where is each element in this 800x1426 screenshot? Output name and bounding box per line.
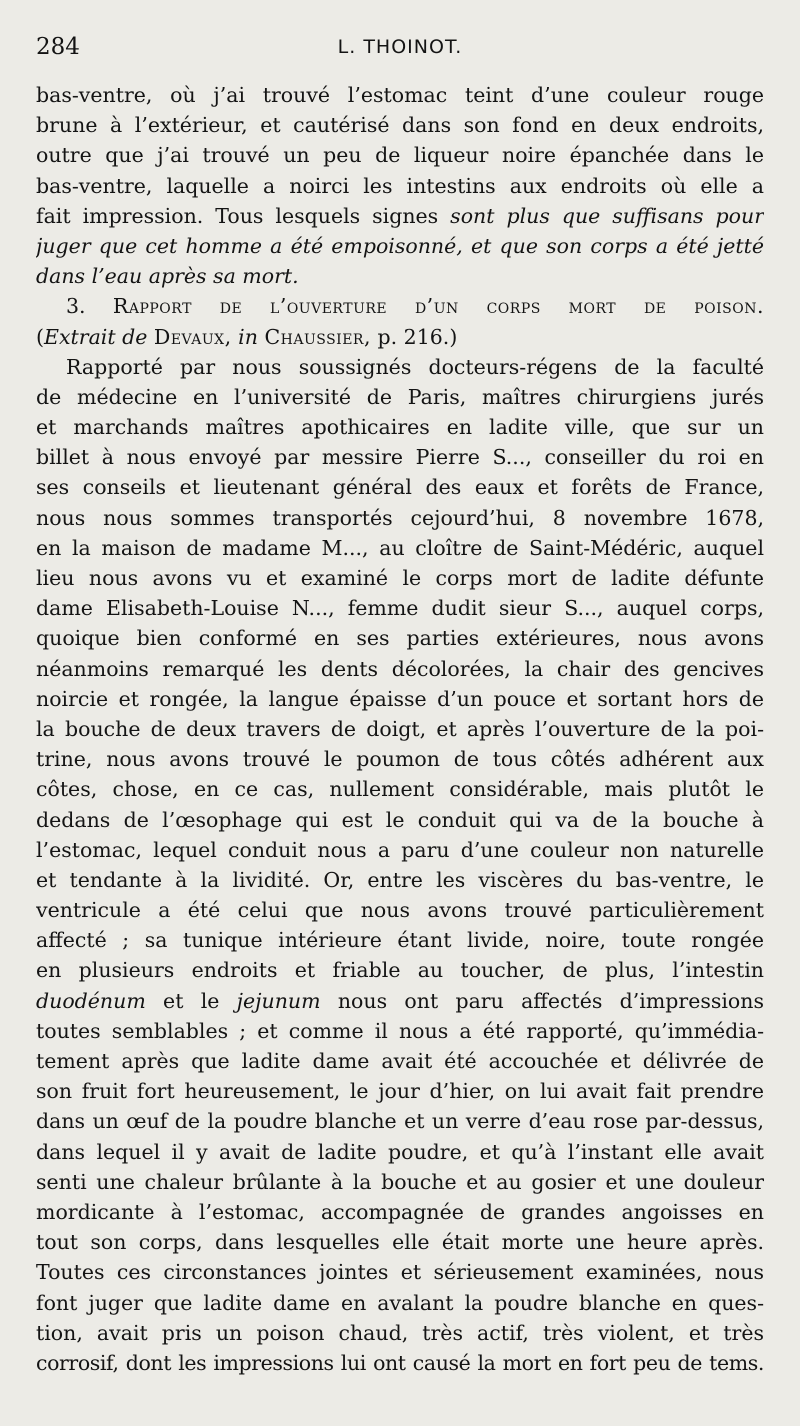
- text-line: en la maison de madame M..., au cloître de Saint-Médéric, auquel: [36, 535, 764, 560]
- text-line: dame Elisabeth-Louise N..., femme dudit sieur S..., auquel corps,: [36, 596, 764, 621]
- source-devaux: Devaux,: [153, 324, 232, 349]
- text-line: dans lequel il y avait de ladite poudre, et qu’à l’instant elle avait: [36, 1139, 764, 1164]
- text-line: ventricule a été celui que nous avons trouvé particulièrement: [36, 898, 764, 923]
- text-line: trine, nous avons trouvé le poumon de tous côtés adhérent aux: [36, 747, 764, 772]
- text-line: en plusieurs endroits et friable au toucher, de plus, l’intestin: [36, 958, 764, 983]
- text-line: tout son corps, dans lesquelles elle était morte une heure après.: [36, 1230, 764, 1255]
- text-line: mordicante à l’estomac, accompagnée de grandes angoisses en: [36, 1199, 764, 1224]
- text-line: billet à nous envoyé par messire Pierre S..., conseiller du roi en: [36, 445, 764, 470]
- page-header: [36, 34, 764, 74]
- source-chaussier: Chaussier,: [264, 324, 371, 349]
- text-line: [36, 231, 764, 261]
- text-line: dedans de l’œsophage qui est le conduit qui va de la bouche à: [36, 807, 764, 832]
- text-line: bas-ventre, laquelle a noirci les intestins aux endroits où elle a: [36, 173, 764, 198]
- page-body: [36, 80, 764, 1378]
- text-span: et le: [145, 988, 237, 1013]
- text-line: corrosif, dont les impressions lui ont causé la mort en fort peu de tems.: [36, 1350, 764, 1375]
- source-in: in: [238, 324, 258, 349]
- text-line: [36, 201, 764, 231]
- section-source: [36, 322, 764, 352]
- italic-span: sont plus que suffisans pour: [450, 203, 764, 228]
- text-line: quoique bien conformé en ses parties extérieures, nous avons: [36, 626, 764, 651]
- text-line: et marchands maîtres apothicaires en ladite ville, que sur un: [36, 415, 764, 440]
- italic-span: dans l’eau après sa mort.: [36, 264, 299, 289]
- page-number: 284: [36, 34, 80, 60]
- text-line: tement après que ladite dame avait été accouchée et délivrée de: [36, 1049, 764, 1073]
- source-page: p. 216.): [377, 324, 458, 349]
- text-line: de médecine en l’université de Paris, maîtres chirurgiens jurés: [36, 384, 764, 409]
- text-line: senti une chaleur brûlante à la bouche et au gosier et une douleur: [36, 1169, 764, 1194]
- text-line: lieu nous avons vu et examiné le corps mort de ladite défunte: [36, 566, 764, 590]
- text-line: Toutes ces circonstances jointes et sérieusement examinées, nous: [36, 1260, 764, 1285]
- text-line: tion, avait pris un poison chaud, très actif, très violent, et très: [36, 1320, 764, 1345]
- italic-span: duodénum: [36, 988, 146, 1013]
- text-line: côtes, chose, en ce cas, nullement considérable, mais plutôt le: [36, 777, 764, 802]
- text-line: bas-ventre, où j’ai trouvé l’estomac teint d’une couleur rouge: [36, 83, 764, 107]
- source-extrait: Extrait de: [44, 324, 148, 349]
- text-line: Rapporté par nous soussignés docteurs-régens de la faculté: [66, 354, 764, 379]
- section-number: 3.: [66, 294, 86, 319]
- text-line: dans un œuf de la poudre blanche et un verre d’eau rose par-dessus,: [36, 1109, 764, 1134]
- text-line: son fruit fort heureusement, le jour d’hier, on lui avait fait prendre: [36, 1079, 764, 1104]
- section-heading: [36, 291, 764, 321]
- text-line: noircie et rongée, la langue épaisse d’un pouce et sortant hors de: [36, 686, 764, 711]
- text-line: [36, 261, 764, 291]
- text-line: brune à l’extérieur, et cautérisé dans son fond en deux endroits,: [36, 113, 764, 138]
- italic-span: jejunum: [236, 988, 321, 1013]
- text-span: fait impression. Tous lesquels signes: [36, 203, 451, 228]
- text-line: outre que j’ai trouvé un peu de liqueur noire épanchée dans le: [36, 143, 764, 168]
- text-line: [36, 986, 764, 1016]
- text-line: et tendante à la lividité. Or, entre les viscères du bas-ventre, le: [36, 867, 764, 892]
- text-line: la bouche de deux travers de doigt, et après l’ouverture de la poi-: [36, 716, 764, 741]
- section-title: Rapport de l’ouverture d’un corps mort de poison.: [112, 294, 764, 319]
- text-line: font juger que ladite dame en avalant la poudre blanche en ques-: [36, 1290, 764, 1315]
- running-head: L. THOINOT.: [337, 36, 463, 58]
- text-span: nous ont paru affectés d’impressions: [320, 988, 764, 1013]
- text-line: toutes semblables ; et comme il nous a été rapporté, qu’immédia-: [36, 1018, 764, 1043]
- text-line: affecté ; sa tunique intérieure étant livide, noire, toute rongée: [36, 928, 764, 953]
- text-line: néanmoins remarqué les dents décolorées, la chair des gencives: [36, 656, 764, 681]
- text-line: ses conseils et lieutenant général des eaux et forêts de France,: [36, 475, 764, 500]
- text-line: nous nous sommes transportés cejourd’hui, 8 novembre 1678,: [36, 505, 764, 530]
- italic-span: juger que cet homme a été empoisonné, et que son corps a été jetté: [36, 233, 764, 258]
- text-line: l’estomac, lequel conduit nous a paru d’une couleur non naturelle: [36, 837, 764, 862]
- source-paren: (: [36, 324, 44, 349]
